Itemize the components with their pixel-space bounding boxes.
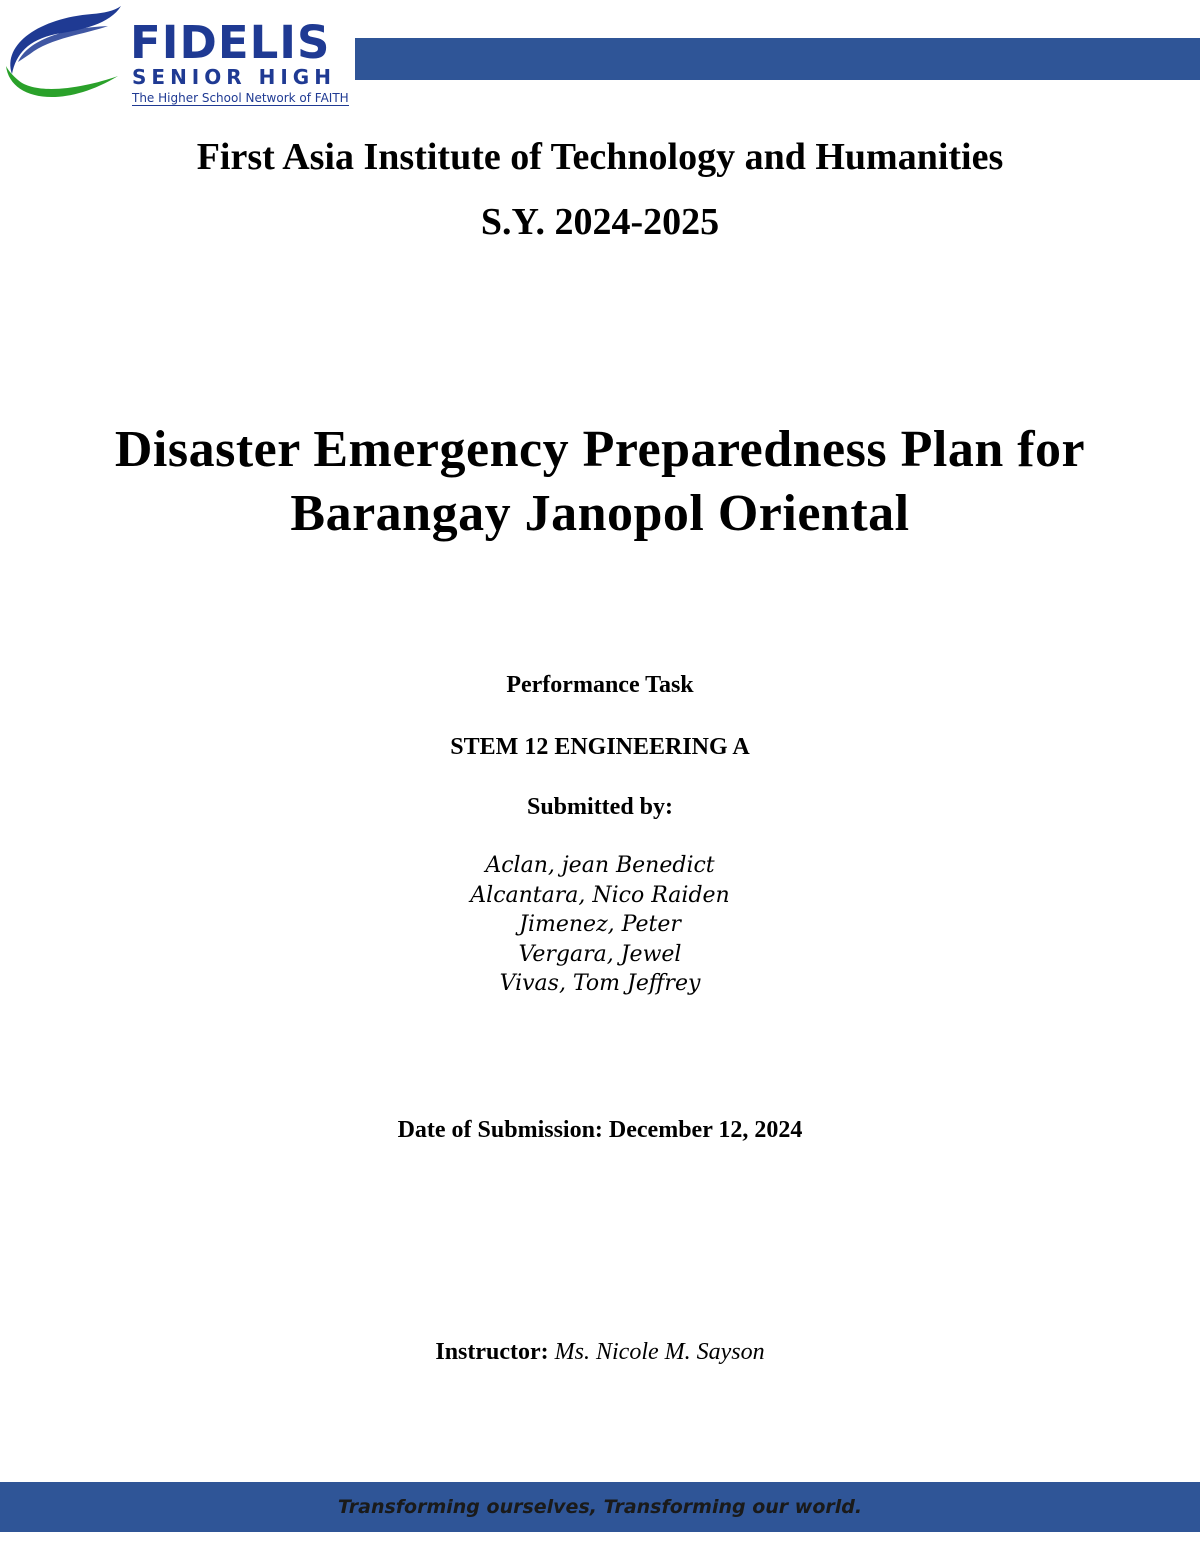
- footer-motto: Transforming ourselves, Transforming our world.: [337, 1496, 863, 1518]
- task-type: Performance Task: [506, 672, 694, 698]
- class-section: STEM 12 ENGINEERING A: [450, 734, 750, 760]
- instructor-line: [0, 1337, 1200, 1367]
- author-name: Vergara, Jewel: [518, 941, 682, 967]
- author-name: Jimenez, Peter: [519, 912, 681, 937]
- title-line-2: Barangay Janopol Oriental: [290, 485, 910, 542]
- author-name: Alcantara, Nico Raiden: [470, 882, 730, 908]
- title-line-1: Disaster Emergency Preparedness Plan for: [114, 421, 1086, 478]
- logo-tagline: The Higher School Network of FAITH: [132, 91, 349, 105]
- instructor-label: Instructor:: [435, 1339, 549, 1365]
- header-color-band: [355, 38, 1200, 80]
- submitted-by-label: Submitted by:: [526, 794, 674, 820]
- author-name: Aclan, jean Benedict: [485, 853, 715, 878]
- fidelis-logo: [0, 0, 370, 112]
- fidelis-swoosh-icon: [0, 0, 135, 112]
- logo-wordmark: FIDELIS: [130, 16, 331, 69]
- instructor-name: Ms. Nicole M. Sayson: [554, 1339, 765, 1365]
- institution-name: First Asia Institute of Technology and Humanities: [196, 136, 1004, 178]
- author-name: Vivas, Tom Jeffrey: [499, 971, 701, 996]
- logo-subtitle: SENIOR HIGH: [132, 65, 336, 89]
- document-title: [0, 418, 1200, 546]
- school-year: S.Y. 2024-2025: [480, 201, 720, 243]
- submission-date: Date of Submission: December 12, 2024: [397, 1117, 803, 1143]
- author-list: [0, 851, 1200, 999]
